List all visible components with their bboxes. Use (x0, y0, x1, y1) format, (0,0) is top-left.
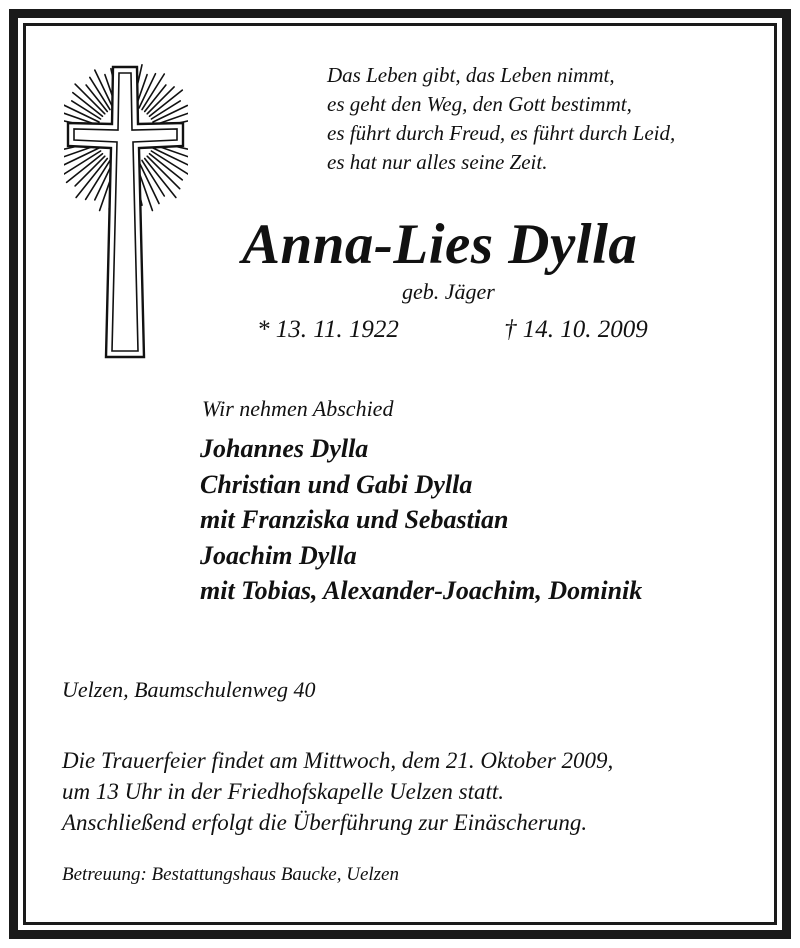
deceased-name: Anna-Lies Dylla (242, 213, 638, 276)
maiden-name: geb. Jäger (402, 279, 495, 304)
cross-ray (147, 156, 180, 189)
mourner-line: mit Tobias, Alexander-Joachim, Dominik (200, 576, 643, 605)
mourner-list (200, 431, 642, 609)
poem-line: es hat nur alles seine Zeit. (327, 150, 548, 174)
ceremony-notice (62, 745, 613, 838)
death-date: † 14. 10. 2009 (504, 316, 648, 343)
birth-date: * 13. 11. 1922 (257, 316, 399, 343)
farewell-intro: Wir nehmen Abschied (202, 396, 394, 421)
mourner-line: Christian und Gabi Dylla (200, 469, 473, 499)
address: Uelzen, Baumschulenweg 40 (62, 677, 316, 702)
funeral-home: Betreuung: Bestattungshaus Baucke, Uelzen (62, 864, 399, 885)
poem-line: es führt durch Freud, es führt durch Leid, (327, 121, 676, 145)
poem-line: es geht den Weg, den Gott bestimmt, (327, 92, 632, 116)
radiant-cross-icon (64, 62, 188, 362)
ceremony-line: Die Trauerfeier findet am Mittwoch, dem 21. Oktober 2009, (62, 748, 614, 773)
poem (327, 61, 675, 177)
mourner-line: mit Franziska und Sebastian (200, 505, 509, 534)
ceremony-line: um 13 Uhr in der Friedhofskapelle Uelzen statt. (62, 779, 505, 804)
poem-line: Das Leben gibt, das Leben nimmt, (327, 63, 615, 87)
mourner-line: Johannes Dylla (200, 434, 369, 463)
ceremony-line: Anschließend erfolgt die Überführung zur Einäscherung. (62, 810, 588, 835)
mourner-line: Joachim Dylla (200, 540, 357, 570)
